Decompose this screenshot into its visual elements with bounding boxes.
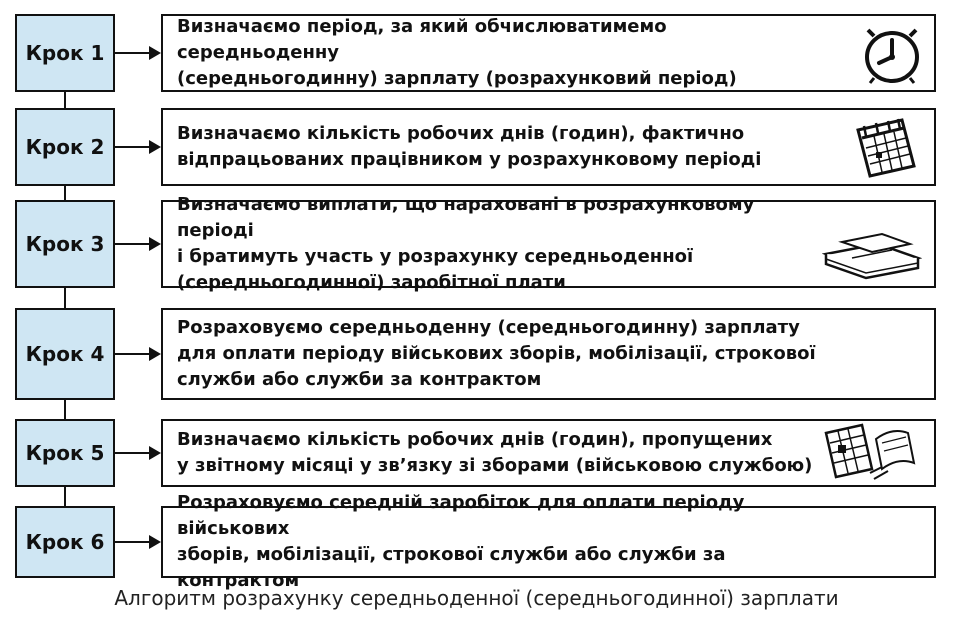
step-1-text: Визначаємо період, за який обчислюватимемо середньоденну (середньогодинну) зарплату (розрахунковий період) bbox=[177, 16, 737, 89]
step-5-box bbox=[15, 419, 115, 487]
calendar-pages-icon bbox=[822, 423, 922, 485]
money-stack-icon bbox=[822, 230, 922, 282]
step-6-label: Крок 6 bbox=[25, 530, 105, 554]
step-3-description bbox=[161, 194, 936, 293]
step-1-description bbox=[161, 14, 936, 92]
step-2-box bbox=[15, 108, 115, 186]
step-3-arrow bbox=[115, 243, 159, 245]
step-6-arrow bbox=[115, 541, 159, 543]
calendar-icon bbox=[852, 116, 922, 180]
step-5-arrow bbox=[115, 452, 159, 454]
step-6-description bbox=[161, 492, 936, 591]
step-6-text: Розраховуємо середній заробіток для оплати періоду військових зборів, мобілізації, строкової служби або служби за контрактом bbox=[177, 492, 745, 591]
step-2-arrow bbox=[115, 146, 159, 148]
step-1-box bbox=[15, 14, 115, 92]
step-5-text: Визначаємо кількість робочих днів (годин), пропущених у звітному місяці у зв’язку зі зборами (військовою службою) bbox=[177, 429, 813, 476]
diagram-caption: Алгоритм розрахунку середньоденної (середньогодинної) зарплати bbox=[114, 586, 839, 610]
step-4-label: Крок 4 bbox=[25, 342, 105, 366]
step-6-box bbox=[15, 506, 115, 578]
step-1-arrow bbox=[115, 52, 159, 54]
step-2-description bbox=[161, 108, 936, 186]
step-3-text: Визначаємо виплати, що нараховані в розрахунковому періоді і братимуть участь у розрахунку середньоденної (середньогодинної) заробітної плати bbox=[177, 194, 755, 293]
step-5-description bbox=[161, 419, 936, 487]
step-4-text: Розраховуємо середньоденну (середньогодинну) зарплату для оплати періоду військових зборів, мобілізації, строкової служби або служби за контрактом bbox=[177, 317, 816, 390]
step-3-label: Крок 3 bbox=[25, 232, 105, 256]
clock-icon bbox=[860, 26, 922, 84]
step-4-description bbox=[161, 308, 936, 400]
step-2-text: Визначаємо кількість робочих днів (годин), фактично відпрацьованих працівником у розрахунковому періоді bbox=[177, 123, 762, 170]
step-3-box bbox=[15, 200, 115, 288]
step-2-label: Крок 2 bbox=[25, 135, 105, 159]
step-5-label: Крок 5 bbox=[25, 441, 105, 465]
step-1-label: Крок 1 bbox=[25, 41, 105, 65]
step-4-box bbox=[15, 308, 115, 400]
step-4-arrow bbox=[115, 353, 159, 355]
